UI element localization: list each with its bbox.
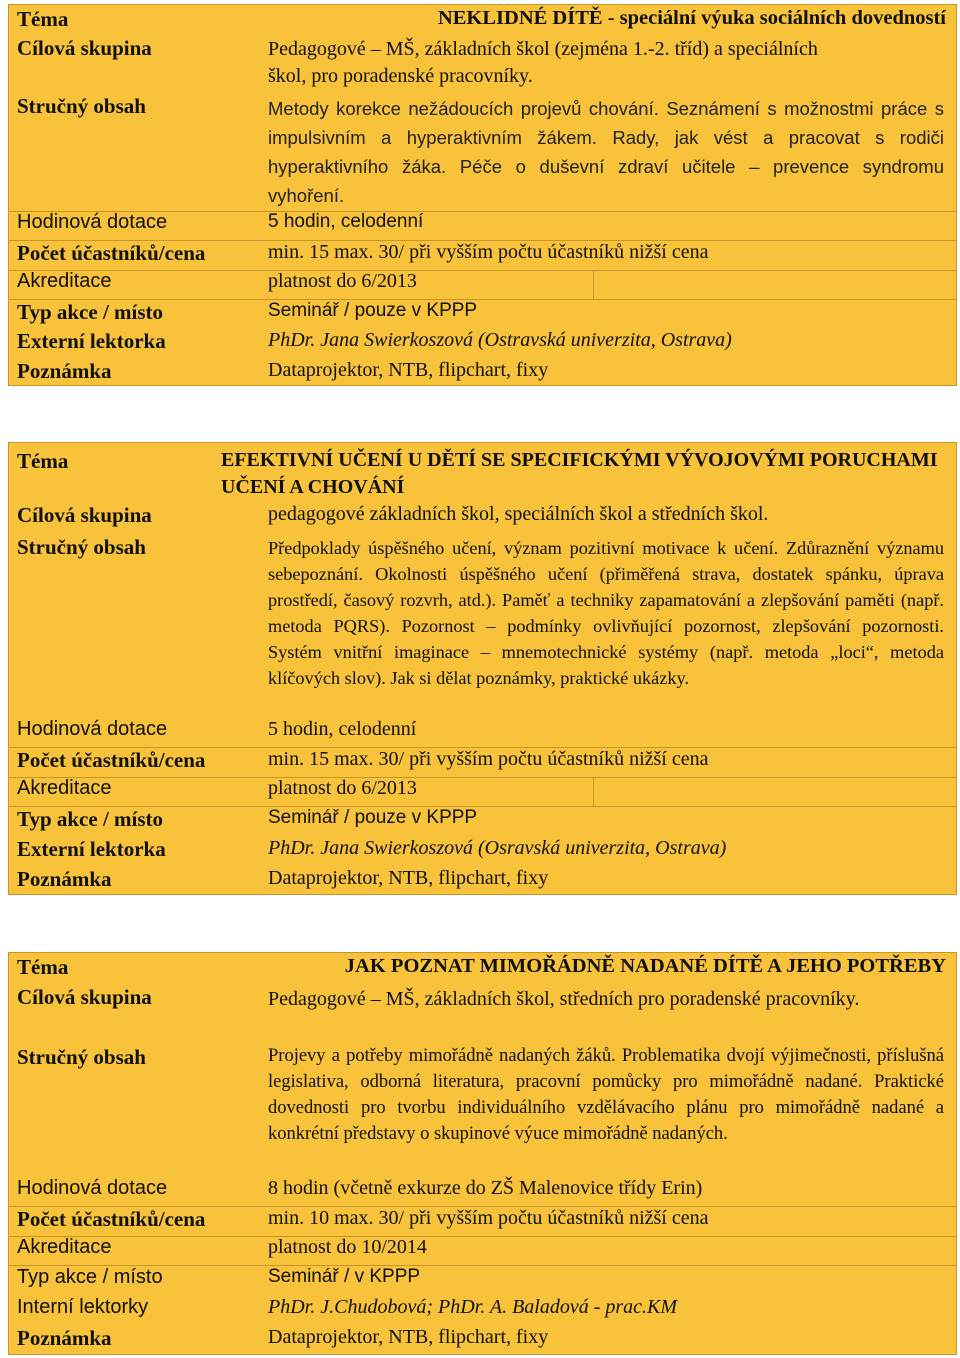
hours: 5 hodin, celodenní: [268, 718, 417, 740]
row-akreditace: [9, 270, 956, 300]
row-obsah: [9, 535, 956, 720]
note: Dataprojektor, NTB, flipchart, fixy: [268, 1326, 549, 1348]
row-typ: [9, 1266, 956, 1296]
label-summary: Stručný obsah: [17, 94, 146, 118]
label-hours: Hodinová dotace: [17, 211, 168, 233]
row-hodinova: [9, 1177, 956, 1207]
course-title: JAK POZNAT MIMOŘÁDNĚ NADANÉ DÍTĚ A JEHO POTŘEBY: [344, 955, 946, 977]
label-note: Poznámka: [17, 359, 112, 383]
target-group: Pedagogové – MŠ, základních škol, středních pro poradenské pracovníky.: [268, 988, 860, 1010]
label-tema: Téma: [17, 449, 69, 473]
row-akreditace: [9, 777, 956, 807]
row-cilova: [9, 985, 956, 1043]
label-type: Typ akce / místo: [17, 300, 164, 324]
summary: Předpoklady úspěšného učení, význam pozitivní motivace k učení. Zdůraznění významu sebepoznání. Okolnosti úspěšného učení (přiměřená strava, dostatek spánku, úprava prostředí, časový rozvrh, atd.). Paměť a techniky zapamatování a zlepšování paměti (např. metoda PQRS). Pozornost – podmínky ovlivňující pozornost, zlepšování pozornosti. Systém vnitřní imaginace – mnemotechnické systémy (např. metoda „loci“, metoda klíčových slov). Jak si dělat poznámky, praktické ukázky.: [268, 538, 944, 688]
course-card-3: [8, 952, 957, 1355]
label-participants: Počet účastníků/cena: [17, 1207, 206, 1231]
accreditation: platnost do 6/2013: [268, 777, 417, 799]
label-accreditation: Akreditace: [17, 270, 112, 292]
label-target-group: Cílová skupina: [17, 985, 152, 1009]
label-lecturer: Externí lektorka: [17, 329, 166, 353]
label-accreditation: Akreditace: [17, 777, 112, 799]
label-summary: Stručný obsah: [17, 535, 146, 559]
label-summary: Stručný obsah: [17, 1045, 146, 1069]
course-card-2: [8, 442, 957, 895]
label-note: Poznámka: [17, 867, 112, 891]
row-pocet: [9, 1207, 956, 1237]
row-cilova: [9, 36, 956, 94]
row-poznamka: [9, 1326, 956, 1354]
course-title: NEKLIDNÉ DÍTĚ - speciální výuka sociálních dovedností: [437, 7, 946, 29]
lecturer: PhDr. Jana Swierkoszová (Osravská univerzita, Ostrava): [268, 837, 727, 859]
label-lecturer: Externí lektorka: [17, 837, 166, 861]
row-poznamka: [9, 359, 956, 387]
row-tema: [9, 7, 956, 37]
row-cilova: [9, 503, 956, 533]
accreditation: platnost do 10/2014: [268, 1236, 427, 1258]
label-participants: Počet účastníků/cena: [17, 241, 206, 265]
row-typ: [9, 300, 956, 330]
label-note: Poznámka: [17, 1326, 112, 1350]
label-type: Typ akce / místo: [17, 1266, 163, 1288]
row-lektor: [9, 1296, 956, 1326]
label-tema: Téma: [17, 955, 69, 979]
participants: min. 15 max. 30/ při vyšším počtu účastníků nižší cena: [268, 748, 709, 770]
accreditation: platnost do 6/2013: [268, 270, 417, 292]
summary: Metody korekce nežádoucích projevů chování. Seznámení s možnostmi práce s impulsivním a hyperaktivním žákem. Rady, jak vést a pracovat s rodiči hyperaktivního žáka. Péče o duševní zdraví učitele – prevence syndromu vyhoření.: [268, 98, 944, 206]
course-title: EFEKTIVNÍ UČENÍ U DĚTÍ SE SPECIFICKÝMI VÝVOJOVÝMI PORUCHAMI UČENÍ A CHOVÁNÍ: [221, 449, 938, 498]
row-hodinova: [9, 211, 956, 241]
event-type: Seminář / v KPPP: [268, 1266, 421, 1287]
target-group: pedagogové základních škol, speciálních škol a středních škol.: [268, 503, 769, 525]
label-type: Typ akce / místo: [17, 807, 164, 831]
event-type: Seminář / pouze v KPPP: [268, 807, 478, 828]
lecturer: PhDr. Jana Swierkoszová (Ostravská univerzita, Ostrava): [268, 329, 732, 351]
row-akreditace: [9, 1236, 956, 1266]
row-obsah: [9, 94, 956, 212]
participants: min. 10 max. 30/ při vyšším počtu účastníků nižší cena: [268, 1207, 709, 1229]
hours: 5 hodin, celodenní: [268, 211, 424, 232]
row-hodinova: [9, 718, 956, 748]
row-tema: [9, 955, 956, 985]
note: Dataprojektor, NTB, flipchart, fixy: [268, 359, 549, 381]
event-type: Seminář / pouze v KPPP: [268, 300, 478, 321]
label-tema: Téma: [17, 7, 69, 31]
row-obsah: [9, 1043, 956, 1177]
label-target-group: Cílová skupina: [17, 503, 152, 527]
target-group: Pedagogové – MŠ, základních škol (zejména 1.-2. tříd) a speciálních škol, pro poradenské pracovníky.: [268, 38, 818, 87]
lecturer: PhDr. J.Chudobová; PhDr. A. Baladová - prac.KM: [268, 1296, 678, 1318]
label-lecturer: Interní lektorky: [17, 1296, 149, 1318]
hours: 8 hodin (včetně exkurze do ZŠ Malenovice třídy Erin): [268, 1177, 703, 1199]
row-pocet: [9, 748, 956, 778]
participants: min. 15 max. 30/ při vyšším počtu účastníků nižší cena: [268, 241, 709, 263]
row-tema: [9, 447, 956, 503]
row-lektor: [9, 837, 956, 867]
label-accreditation: Akreditace: [17, 1236, 112, 1258]
row-lektor: [9, 329, 956, 359]
label-participants: Počet účastníků/cena: [17, 748, 206, 772]
row-poznamka: [9, 867, 956, 895]
label-target-group: Cílová skupina: [17, 36, 152, 60]
row-pocet: [9, 241, 956, 271]
row-typ: [9, 807, 956, 837]
label-hours: Hodinová dotace: [17, 1177, 168, 1199]
course-card-1: [8, 4, 957, 386]
label-hours: Hodinová dotace: [17, 718, 168, 740]
summary: Projevy a potřeby mimořádně nadaných žáků. Problematika dvojí výjimečnosti, příslušná legislativa, odborná literatura, pracovní pomůcky pro mimořádně nadané. Praktické dovednosti pro tvorbu individuálního vzdělávacího plánu pro mimořádně nadané a konkrétní představy o skupinové výuce mimořádně nadaných.: [268, 1046, 944, 1144]
note: Dataprojektor, NTB, flipchart, fixy: [268, 867, 549, 889]
